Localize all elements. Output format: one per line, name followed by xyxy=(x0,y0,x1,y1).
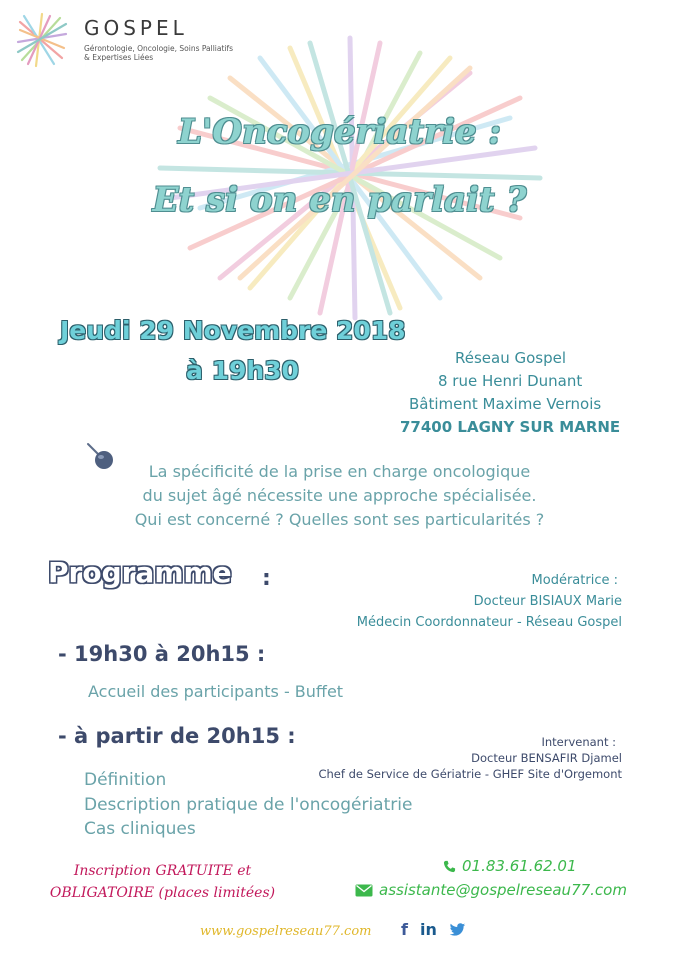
address-line4: 77400 LAGNY SUR MARNE xyxy=(400,418,621,436)
phone-icon xyxy=(443,860,456,873)
brand-subtitle-line2: & Expertises Liées xyxy=(84,53,154,62)
agenda-item: Cas cliniques xyxy=(84,819,196,839)
programme-colon: : xyxy=(262,566,271,591)
slot2-time: - à partir de 20h15 : xyxy=(58,724,296,748)
phone-number: 01.83.61.62.01 xyxy=(462,857,577,875)
speaker-role: Chef de Service de Gériatrie - GHEF Site d'Orgemont xyxy=(318,767,622,781)
decorative-burst xyxy=(140,28,560,328)
brand-name: GOSPEL xyxy=(84,16,188,40)
contact-block xyxy=(355,854,635,902)
registration-line1: Inscription GRATUITE et xyxy=(73,863,252,879)
agenda-item: Définition xyxy=(84,770,167,790)
facebook-icon[interactable]: f xyxy=(401,920,408,939)
intro-line2: du sujet âgé nécessite une approche spécialisée. xyxy=(142,486,537,505)
email-address: assistante@gospelreseau77.com xyxy=(379,881,627,899)
gospel-logo-icon xyxy=(14,12,70,68)
intro-text xyxy=(0,460,679,532)
moderator-name: Docteur BISIAUX Marie xyxy=(473,594,622,609)
address-line2: 8 rue Henri Dunant xyxy=(438,372,583,390)
agenda-item: Description pratique de l'oncogériatrie xyxy=(84,794,413,815)
intro-line1: La spécificité de la prise en charge oncologique xyxy=(148,462,531,481)
agenda-list xyxy=(84,768,412,842)
event-date: Jeudi 29 Novembre 2018 xyxy=(60,316,406,345)
title-line2: Et si on en parlait ? xyxy=(152,180,527,220)
slot1-description: Accueil des participants - Buffet xyxy=(88,682,344,701)
website-link[interactable]: www.gospelreseau77.com xyxy=(200,924,372,939)
mail-icon xyxy=(355,884,373,897)
venue-address xyxy=(370,347,679,439)
linkedin-icon[interactable]: in xyxy=(419,920,437,939)
brand-subtitle-line1: Gérontologie, Oncologie, Soins Palliatifs xyxy=(84,44,234,53)
programme-heading: Programme xyxy=(48,556,232,589)
event-time: à 19h30 xyxy=(186,356,299,385)
intro-line3: Qui est concerné ? Quelles sont ses particularités ? xyxy=(134,510,545,529)
moderator-role: Médecin Coordonnateur - Réseau Gospel xyxy=(356,615,622,630)
address-line3: Bâtiment Maxime Vernois xyxy=(409,395,602,413)
moderator-label: Modératrice : xyxy=(531,573,618,588)
registration-note xyxy=(30,860,295,904)
slot1-time: - 19h30 à 20h15 : xyxy=(58,642,266,666)
phone-row[interactable] xyxy=(355,854,635,878)
moderator-block xyxy=(290,570,622,633)
speaker-label: Intervenant : xyxy=(541,735,616,749)
email-row[interactable] xyxy=(355,878,635,902)
social-links xyxy=(401,920,466,939)
registration-line2: OBLIGATOIRE (places limitées) xyxy=(49,885,276,901)
twitter-icon[interactable] xyxy=(449,923,466,937)
speaker-name: Docteur BENSAFIR Djamel xyxy=(471,751,622,765)
title-line1: L'Oncogériatrie : xyxy=(178,112,501,152)
address-line1: Réseau Gospel xyxy=(455,349,567,367)
